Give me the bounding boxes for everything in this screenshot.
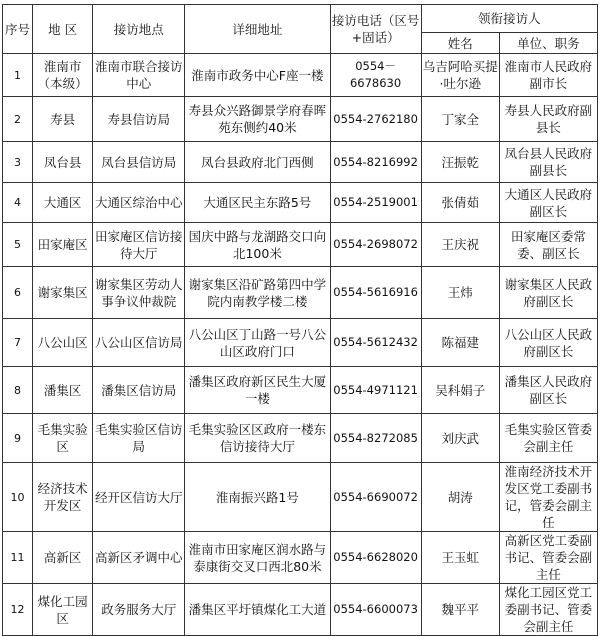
cell-region: 寿县 (33, 97, 93, 142)
cell-index: 10 (3, 463, 33, 532)
table-row (3, 97, 598, 142)
cell-name: 魏平平 (421, 584, 499, 636)
cell-position: 高新区党工委副书记、管委会副主任 (499, 532, 597, 584)
cell-region: 八公山区 (33, 319, 93, 367)
cell-address: 大通区民主东路5号 (185, 183, 330, 223)
cell-position: 田家庵区委常委、副区长 (499, 223, 597, 267)
cell-location: 寿县信访局 (93, 97, 185, 142)
cell-position: 谢家集区人民政府副区长 (499, 267, 597, 319)
cell-name: 王庆祝 (421, 223, 499, 267)
cell-index: 4 (3, 183, 33, 223)
header-location: 接访地点 (93, 5, 185, 54)
cell-address: 凤台县政府北门西侧 (185, 142, 330, 183)
header-phone: 接访电话（区号+固话） (330, 5, 421, 54)
header-leader: 领衔接访人 (421, 5, 597, 33)
cell-phone: 0554-5616916 (330, 267, 421, 319)
reception-table (2, 4, 598, 636)
cell-location: 八公山区信访局 (93, 319, 185, 367)
cell-index: 8 (3, 367, 33, 414)
cell-phone: 0554－6678630 (330, 54, 421, 97)
cell-index: 2 (3, 97, 33, 142)
cell-address: 谢家集区沿矿路第四中学院内南教学楼二楼 (185, 267, 330, 319)
table-row (3, 414, 598, 463)
cell-address: 八公山区丁山路一号八公山区政府门口 (185, 319, 330, 367)
header-index: 序号 (3, 5, 33, 54)
header-address: 详细地址 (185, 5, 330, 54)
cell-index: 6 (3, 267, 33, 319)
header-name: 姓名 (421, 33, 499, 54)
cell-name: 王玉虹 (421, 532, 499, 584)
cell-position: 毛集实验区管委会副主任 (499, 414, 597, 463)
table-row (3, 142, 598, 183)
cell-address: 潘集区平圩镇煤化工大道 (185, 584, 330, 636)
cell-address: 寿县众兴路御景学府春晖苑东侧约40米 (185, 97, 330, 142)
cell-name: 张倩茹 (421, 183, 499, 223)
cell-location: 政务服务大厅 (93, 584, 185, 636)
cell-location: 大通区综治中心 (93, 183, 185, 223)
cell-index: 11 (3, 532, 33, 584)
table-row (3, 319, 598, 367)
table-row (3, 54, 598, 97)
cell-location: 凤台县信访局 (93, 142, 185, 183)
cell-phone: 0554-2698072 (330, 223, 421, 267)
cell-phone: 0554-8216992 (330, 142, 421, 183)
cell-region: 谢家集区 (33, 267, 93, 319)
cell-region: 凤台县 (33, 142, 93, 183)
cell-region: 淮南市（本级） (33, 54, 93, 97)
cell-position: 八公山区人民政府副区长 (499, 319, 597, 367)
table-row (3, 367, 598, 414)
table-row (3, 223, 598, 267)
cell-address: 国庆中路与龙湖路交口向北100米 (185, 223, 330, 267)
cell-location: 经开区信访大厅 (93, 463, 185, 532)
table-row (3, 463, 598, 532)
table-row (3, 584, 598, 636)
cell-index: 7 (3, 319, 33, 367)
cell-location: 毛集实验区信访局 (93, 414, 185, 463)
cell-region: 毛集实验区 (33, 414, 93, 463)
cell-region: 大通区 (33, 183, 93, 223)
cell-position: 大通区人民政府副区长 (499, 183, 597, 223)
cell-address: 毛集实验区区政府一楼东信访接待大厅 (185, 414, 330, 463)
cell-name: 汪振乾 (421, 142, 499, 183)
cell-address: 淮南市田家庵区润水路与泰康街交叉口西北80米 (185, 532, 330, 584)
cell-region: 高新区 (33, 532, 93, 584)
cell-phone: 0554-6600073 (330, 584, 421, 636)
table-row (3, 532, 598, 584)
cell-name: 乌吉阿哈买提·吐尔逊 (421, 54, 499, 97)
cell-address: 淮南振兴路1号 (185, 463, 330, 532)
cell-region: 煤化工园区 (33, 584, 93, 636)
cell-phone: 0554-6628020 (330, 532, 421, 584)
cell-address: 潘集区政府新区民生大厦一楼 (185, 367, 330, 414)
cell-index: 12 (3, 584, 33, 636)
cell-phone: 0554-8272085 (330, 414, 421, 463)
cell-location: 田家庵区信访接待大厅 (93, 223, 185, 267)
cell-index: 3 (3, 142, 33, 183)
cell-name: 陈福建 (421, 319, 499, 367)
cell-index: 9 (3, 414, 33, 463)
cell-name: 吴科娟子 (421, 367, 499, 414)
cell-location: 潘集区信访局 (93, 367, 185, 414)
cell-index: 1 (3, 54, 33, 97)
cell-position: 凤台县人民政府副县长 (499, 142, 597, 183)
cell-phone: 0554-4971121 (330, 367, 421, 414)
cell-location: 淮南市联合接访中心 (93, 54, 185, 97)
cell-name: 丁家全 (421, 97, 499, 142)
cell-name: 胡涛 (421, 463, 499, 532)
header-region: 地 区 (33, 5, 93, 54)
cell-name: 刘庆武 (421, 414, 499, 463)
cell-name: 王炜 (421, 267, 499, 319)
cell-position: 煤化工园区党工委副书记、管委会副主任 (499, 584, 597, 636)
cell-phone: 0554-5612432 (330, 319, 421, 367)
cell-position: 淮南经济技术开发区党工委副书记，管委会副主任 (499, 463, 597, 532)
cell-region: 田家庵区 (33, 223, 93, 267)
cell-region: 潘集区 (33, 367, 93, 414)
cell-phone: 0554-2519001 (330, 183, 421, 223)
cell-region: 经济技术开发区 (33, 463, 93, 532)
cell-position: 淮南市人民政府副市长 (499, 54, 597, 97)
cell-phone: 0554-2762180 (330, 97, 421, 142)
cell-location: 高新区矛调中心 (93, 532, 185, 584)
cell-index: 5 (3, 223, 33, 267)
cell-position: 寿县人民政府副县长 (499, 97, 597, 142)
table-row (3, 183, 598, 223)
table-row (3, 267, 598, 319)
cell-location: 谢家集区劳动人事争议仲裁院 (93, 267, 185, 319)
cell-phone: 0554-6690072 (330, 463, 421, 532)
cell-position: 潘集区人民政府副区长 (499, 367, 597, 414)
header-position: 单位、职务 (499, 33, 597, 54)
cell-address: 淮南市政务中心F座一楼 (185, 54, 330, 97)
